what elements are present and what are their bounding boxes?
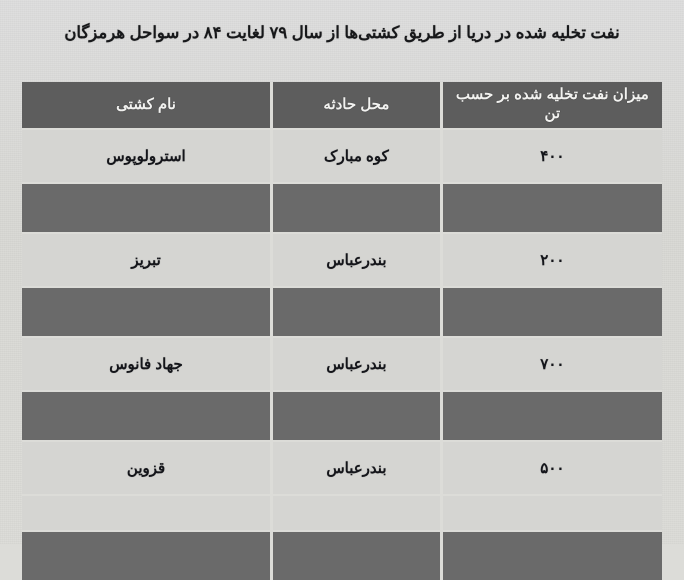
cell-ship: تبریز bbox=[22, 233, 272, 287]
table-row bbox=[22, 337, 662, 391]
cell-location: کوه مبارک bbox=[272, 129, 442, 183]
blank-cell bbox=[272, 495, 442, 531]
separator-cell bbox=[22, 183, 272, 233]
separator-cell bbox=[22, 287, 272, 337]
separator-cell bbox=[441, 531, 662, 580]
cell-amount: ۷۰۰ bbox=[441, 337, 662, 391]
table-header bbox=[22, 82, 662, 129]
cell-location: بندرعباس bbox=[272, 337, 442, 391]
column-header-location: محل حادثه bbox=[272, 82, 442, 129]
cell-amount: ۴۰۰ bbox=[441, 129, 662, 183]
blank-cell bbox=[441, 495, 662, 531]
table-row-separator bbox=[22, 183, 662, 233]
table-body bbox=[22, 129, 662, 580]
table-caption: نفت تخلیه شده در دریا از طریق کشتی‌ها از سال ۷۹ لغایت ۸۴ در سواحل هرمزگان bbox=[64, 24, 620, 42]
table-row-separator bbox=[22, 287, 662, 337]
oil-spill-table bbox=[22, 82, 662, 580]
table-header-row bbox=[22, 82, 662, 129]
table-row bbox=[22, 233, 662, 287]
cell-location: بندرعباس bbox=[272, 441, 442, 495]
cell-amount: ۵۰۰ bbox=[441, 441, 662, 495]
column-header-ship: نام کشتی bbox=[22, 82, 272, 129]
table-row bbox=[22, 129, 662, 183]
table-row-separator bbox=[22, 531, 662, 580]
separator-cell bbox=[441, 391, 662, 441]
cell-amount: ۲۰۰ bbox=[441, 233, 662, 287]
table-row-blank bbox=[22, 495, 662, 531]
table-container bbox=[22, 82, 662, 580]
cell-ship: قزوین bbox=[22, 441, 272, 495]
separator-cell bbox=[272, 391, 442, 441]
cell-location: بندرعباس bbox=[272, 233, 442, 287]
column-header-amount: میزان نفت تخلیه شده بر حسب تن bbox=[441, 82, 662, 129]
separator-cell bbox=[272, 531, 442, 580]
separator-cell bbox=[22, 531, 272, 580]
separator-cell bbox=[22, 391, 272, 441]
blank-cell bbox=[22, 495, 272, 531]
cell-ship: استرولوپوس bbox=[22, 129, 272, 183]
table-row bbox=[22, 441, 662, 495]
separator-cell bbox=[441, 287, 662, 337]
table-row-separator bbox=[22, 391, 662, 441]
separator-cell bbox=[272, 183, 442, 233]
separator-cell bbox=[441, 183, 662, 233]
separator-cell bbox=[272, 287, 442, 337]
cell-ship: جهاد فانوس bbox=[22, 337, 272, 391]
